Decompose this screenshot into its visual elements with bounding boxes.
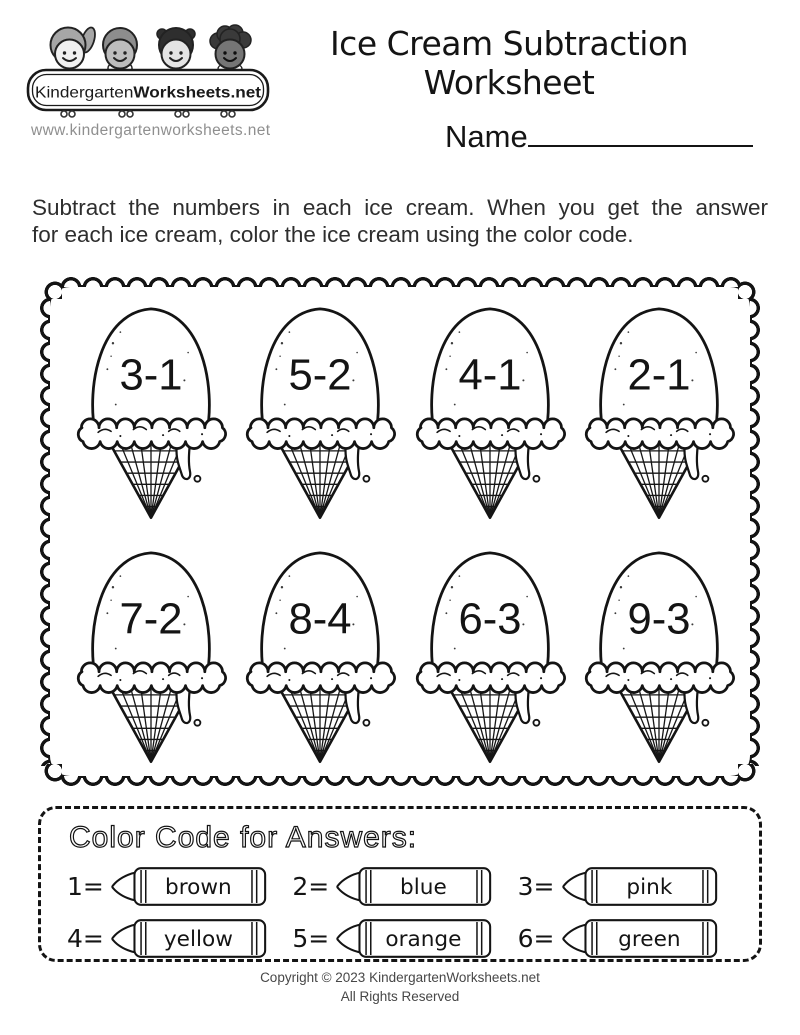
instructions <box>32 194 768 249</box>
crayon-color-label: blue <box>400 875 447 901</box>
ice-cream-problem <box>241 295 399 527</box>
crayon-icon <box>334 915 494 962</box>
color-code-entry <box>67 863 292 910</box>
ice-cream-problem <box>580 539 738 771</box>
ice-cream-grid <box>50 287 750 771</box>
crayon-color-label: pink <box>625 875 672 901</box>
problem-text: 9-3 <box>627 595 691 644</box>
color-code-heading <box>67 818 497 855</box>
rights-line: All Rights Reserved <box>340 988 460 1004</box>
crayon-color-label: yellow <box>163 927 233 953</box>
problem-text: 6-3 <box>458 595 522 644</box>
crayon-icon <box>560 915 720 962</box>
crayon-icon <box>109 915 269 962</box>
name-blank-line <box>528 114 753 147</box>
color-code-entry <box>518 915 743 962</box>
instructions-line2: for each ice cream, color the ice cream using the color code. <box>32 222 634 248</box>
logo-kids-icon <box>51 25 252 74</box>
name-row <box>445 114 753 155</box>
page-title: Ice Cream Subtraction Worksheet <box>329 24 689 102</box>
answer-number: 1= <box>67 872 104 901</box>
problem-text: 5-2 <box>288 351 352 400</box>
worksheet-frame <box>48 285 752 778</box>
answer-number: 3= <box>517 872 555 901</box>
scallop-border-left <box>39 297 50 766</box>
answer-number: 2= <box>292 872 330 901</box>
ice-cream-problem <box>241 539 399 771</box>
color-code-box <box>38 806 762 962</box>
ice-cream-problem <box>72 295 230 527</box>
crayon-color-label: brown <box>164 875 232 901</box>
color-code-entry <box>292 915 517 962</box>
color-code-entry <box>518 863 743 910</box>
instructions-line1: Subtract the numbers in each ice cream. When you get the answer <box>32 195 768 220</box>
name-label: Name <box>445 119 528 154</box>
crayon-icon <box>560 863 720 910</box>
problem-text: 7-2 <box>119 595 183 644</box>
problem-text: 2-1 <box>627 351 691 400</box>
copyright-line: Copyright © 2023 KindergartenWorksheets.net <box>260 970 540 985</box>
problem-text: 4-1 <box>458 351 522 400</box>
answer-number: 5= <box>292 924 330 953</box>
ice-cream-problem <box>580 295 738 527</box>
crayon-icon <box>334 863 494 910</box>
answer-number: 4= <box>67 924 104 953</box>
problem-text: 8-4 <box>288 595 352 644</box>
svg-text:Color Code for Answers:: Color Code for Answers: <box>69 821 418 854</box>
copyright-footer <box>0 969 800 1007</box>
color-code-grid <box>67 863 743 962</box>
crayon-color-label: orange <box>385 927 462 953</box>
color-code-entry <box>292 863 517 910</box>
scallop-border-right <box>750 297 761 766</box>
logo-banner <box>28 70 268 110</box>
ice-cream-problem <box>72 539 230 771</box>
scallop-border-bottom <box>60 776 740 787</box>
site-url: www.kindergartenworksheets.net <box>31 122 271 139</box>
crayon-icon <box>109 863 269 910</box>
crayon-color-label: green <box>617 927 681 953</box>
scallop-border-top <box>60 276 740 287</box>
color-code-entry <box>67 915 292 962</box>
answer-number: 6= <box>517 924 555 953</box>
logo-text: Kindergarten Worksheets.net <box>35 84 253 102</box>
problem-text: 3-1 <box>119 351 183 400</box>
ice-cream-problem <box>411 539 569 771</box>
ice-cream-problem <box>411 295 569 527</box>
logo-squiggles <box>61 111 235 117</box>
site-logo <box>26 12 270 124</box>
